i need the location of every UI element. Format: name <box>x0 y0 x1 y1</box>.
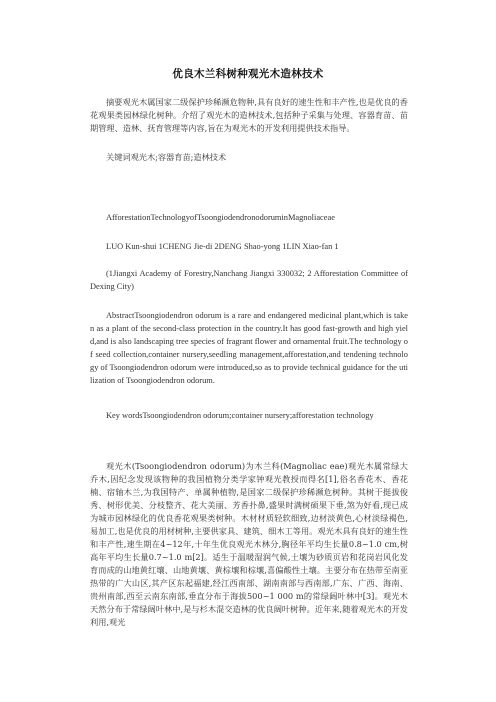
affiliation-en: (1Jiangxi Academy of Forestry,Nanchang Jiangxi 330032; 2 Afforestation Committee of Dexing City) <box>90 269 408 291</box>
abstract-cn: 摘要观光木属国家二级保护珍稀濒危物种,具有良好的速生性和丰产性,也是优良的香花观果类园林绿化树种。介绍了观光木的造林技术,包括种子采集与处理、容器育苗、苗期管理、造林、抚育管理等内容,旨在为观光木的开发利用提供技术指导。 <box>90 97 408 133</box>
keywords-cn: 关键词观光木;容器育苗;造林技术 <box>106 152 227 162</box>
document-title: 优良木兰科树种观光木造林技术 <box>172 68 324 80</box>
body-paragraph: 观光木(Tsoongiodendron odorum)为木兰科(Magnoliac eae)观光木属常绿大乔木,因纪念发现该物种的我国植物分类学家钟观光教授而得名[1],俗名香花木、香花楠、宿轴木兰,为我国特产、单属种植物,是国家二级保护珍稀濒危树种。其树干挺拔俊秀、树形优美、分枝整齐、花大美丽、芳香扑鼻,盛果时满树硕果下垂,煞为好看,现已成为城市园林绿化的优良香花观果类树种。木材材质轻软细致,边材淡黄色,心材淡绿褐色,易加工,也是优良的用材树种,主要供家具、建筑、细木工等用。观光木具有良好的速生性和丰产性,速生期在4~12年,十年生优良观光木林分,胸径年平均生长量0.8~1.0 cm,树高年平均生长量0.7~1.0 m[2]。适生于温暖湿润气候,土壤为砂质页岩和花岗岩风化发育而成的山地黄红壤、山地黄壤、黄棕壤和棕壤,喜偏酸性土壤。主要分布在热带至南亚热带的广大山区,其产区东起福建,经江西南部、湖南南部与西南部,广东、广西、海南、贵州南部,西至云南东南部,垂直分布于海拔500~1 000 m的常绿阔叶林中[3]。观光木天然分布于常绿阔叶林中,是与杉木混交造林的优良阔叶树种。近年来,随着观光木的开发利用,观光 <box>90 461 408 627</box>
authors-en: LUO Kun-shui 1CHENG Jie-di 2DENG Shao-yong 1LIN Xiao-fan 1 <box>106 242 339 251</box>
abstract-en: AbstractTsoongiodendron odorum is a rare and endangered medicinal plant,which is taken as a plant of the second-class protection in the country.It has good fast-growth and high yield,and is also landscaping tree species of fragrant flower and ornamental fruit.The technology of seed collection,container nursery,seedling management,afforestation,and tendening technology of Tsoongiodendron odorum were introduced,so as to provide technical guidance for the utilization of Tsoongiodendron odorum. <box>90 311 408 385</box>
title-en: AfforestationTechnologyofTsoongiodendronodoruminMagnoliaceae <box>106 213 335 222</box>
keywords-en: Key wordsTsoongiodendron odorum;container nursery;afforestation technology <box>106 411 374 420</box>
